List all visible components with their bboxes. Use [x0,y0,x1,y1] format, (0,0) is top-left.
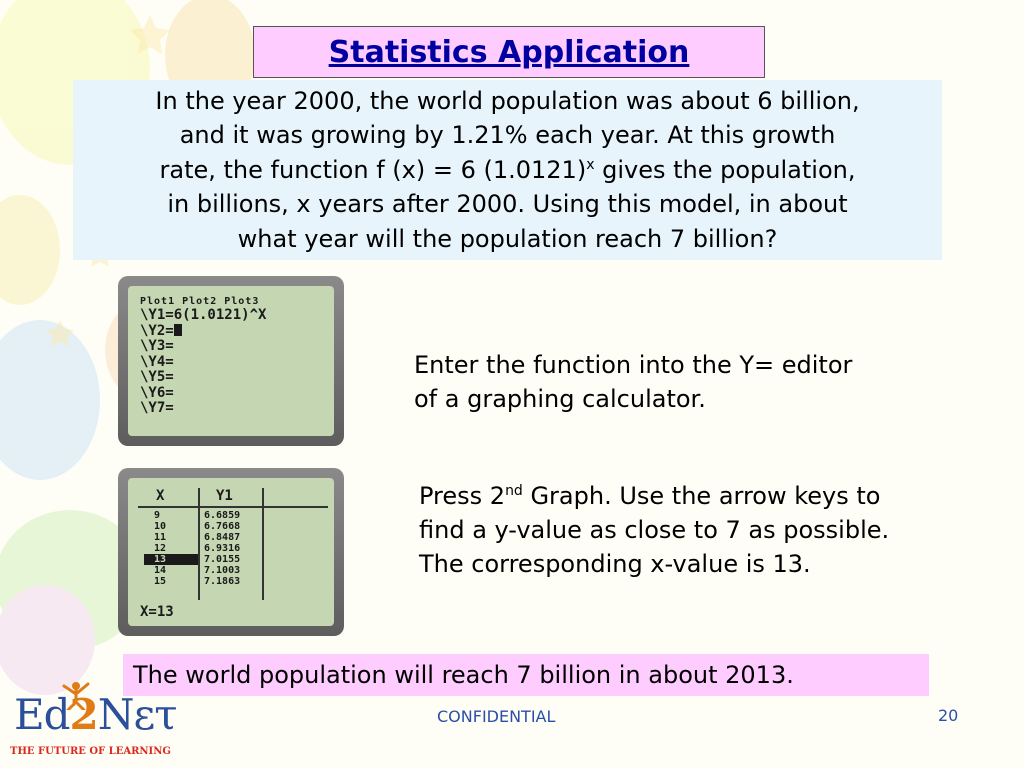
table-row [144,543,324,554]
table-row [144,532,324,543]
step2-line-1 [419,479,1009,513]
step2-line-1-post: Graph. Use the arrow keys to [522,482,881,510]
step1-line-2: of a graphing calculator. [414,385,706,413]
y1-label: \Y1= [140,307,174,323]
table-row [144,565,324,576]
table-cell-y: 6.9316 [204,543,241,554]
table-cell-x: 13 [144,554,198,565]
logo-net: Nετ [97,690,177,739]
logo-wordmark [14,690,177,739]
logo-tagline: THE FUTURE OF LEARNING [10,746,171,757]
table-cell-x: 15 [154,576,167,587]
step2-line-2: find a y-value as close to 7 as possible. [419,516,890,544]
cursor-block [174,324,182,336]
calculator-y-editor [118,276,344,446]
table-cell-x: 9 [154,510,161,521]
problem-line-5: what year will the population reach 7 billion? [237,224,778,253]
logo-ed: Ed [14,690,70,739]
step1-line-1: Enter the function into the Y= editor [414,351,853,379]
table-body [144,510,324,587]
table-cell-y: 6.6859 [204,510,241,521]
calculator-table [118,468,344,636]
calculator-table-screen [128,478,334,626]
slide-title-box [253,26,765,78]
step1-instructions [414,348,974,416]
table-cell-x: 12 [154,543,167,554]
answer-text: The world population will reach 7 billion in about 2013. [133,661,794,689]
table-cell-y: 7.1003 [204,565,241,576]
table-header-x: X [156,488,165,504]
y3-line: \Y3= [140,338,174,354]
y4-line: \Y4= [140,353,174,370]
table-cell-y: 6.8487 [204,532,241,543]
y7-line: \Y7= [140,400,174,416]
table-cell-y: 7.0155 [204,554,241,565]
problem-statement [78,84,938,257]
superscript-nd: nd [505,483,523,499]
y2-label: \Y2= [140,322,174,339]
page-number: 20 [938,706,959,725]
table-status: X=13 [140,604,174,620]
y1-value: 6(1.0121)^X [173,307,267,323]
table-row [144,576,324,587]
table-header-y1: Y1 [216,488,233,504]
logo-two: 2 [69,690,98,739]
table-header-divider [138,506,328,508]
table-cell-x: 11 [154,532,167,543]
problem-statement-box [73,80,942,260]
table-row [144,521,324,532]
answer-box [123,654,929,696]
problem-line-2: and it was growing by 1.21% each year. At this growth [179,121,836,150]
problem-line-3 [78,153,938,188]
calculator-screen [128,286,334,436]
footer-confidential: CONFIDENTIAL [437,707,556,726]
slide-title: Statistics Application [328,34,690,70]
y1-line [140,308,322,324]
problem-line-4: in billions, x years after 2000. Using this model, in about [167,190,848,219]
problem-line-3-post: gives the population, [594,155,856,184]
table-cell-x: 10 [154,521,167,532]
plot-row: Plot1 Plot2 Plot3 [140,296,260,307]
exponent-x: x [586,156,595,173]
table-cell-x: 14 [154,565,167,576]
ed2net-logo [8,680,177,766]
problem-line-1: In the year 2000, the world population was about 6 billion, [155,86,860,115]
step2-line-1-pre: Press 2 [419,482,506,510]
y5-line: \Y5= [140,369,174,385]
y2-line [140,324,322,340]
problem-line-3-pre: rate, the function f (x) = 6 (1.0121) [159,155,587,184]
table-cell-y: 6.7668 [204,521,241,532]
step2-instructions [419,479,1009,581]
table-row [144,510,324,521]
table-cell-y: 7.1863 [204,576,241,587]
table-row-selected [144,554,324,565]
step2-line-3: The corresponding x-value is 13. [419,550,811,578]
y6-line: \Y6= [140,384,174,401]
